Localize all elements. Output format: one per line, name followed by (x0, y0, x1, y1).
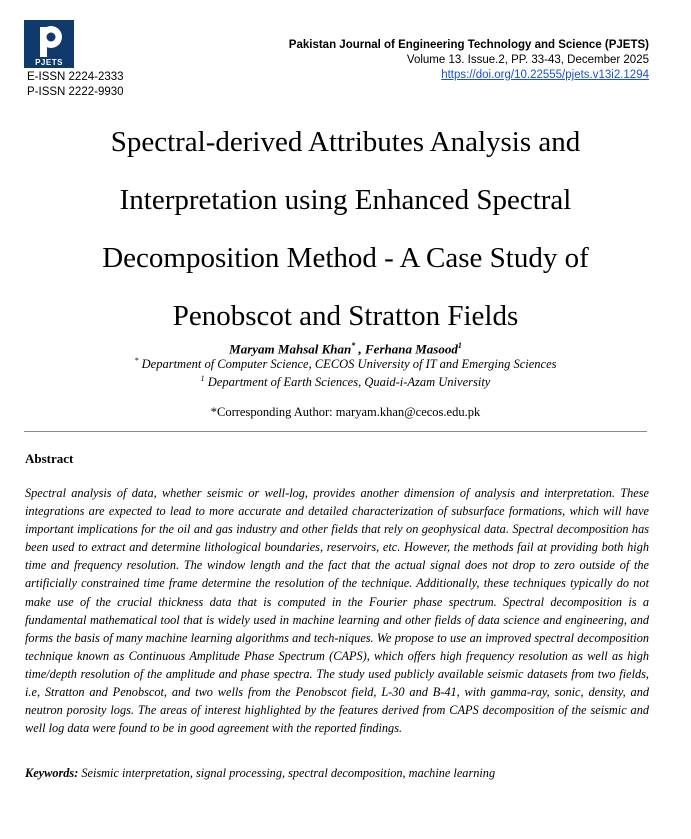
affiliation-text: Department of Computer Science, CECOS University of IT and Emerging Sciences (141, 357, 557, 372)
author-list (0, 341, 691, 357)
keywords-text: Seismic interpretation, signal processing, spectral decomposition, machine learning (78, 766, 496, 780)
journal-volume: Volume 13. Issue.2, PP. 33-43, December 2025 (406, 54, 649, 66)
affiliation (0, 356, 691, 372)
abstract-heading: Abstract (25, 451, 74, 466)
doi-link[interactable]: https://doi.org/10.22555/pjets.v13i2.1294 (441, 69, 649, 81)
journal-logo (24, 20, 74, 68)
p-issn: P-ISSN 2222-9930 (27, 86, 124, 98)
paper-title (20, 113, 671, 345)
affiliation-mark: 1 (200, 374, 205, 383)
keywords (25, 766, 495, 781)
author-mark: 1 (457, 341, 462, 350)
title-line: Penobscot and Stratton Fields (172, 300, 519, 332)
abstract-text: Spectral analysis of data, whether seismic or well-log, provides another dimension of analysis and interpretation. These integrations are expected to lead to more accurate and detailed characterization of subsurface formations, which will have important implications for the oil and gas industry and other fields that rely on geophysical data. Spectral decomposition has been used to extract and determine lithological boundaries, reservoirs, etc. However, the methods fail at providing both high time and frequency resolution. The window length and the fact that the actual signal does not drop to zero outside of the artificially constrained time frame determine the resolution of the technique. Additionally, these techniques typically do not make use of the crucial thickness data that is computed in the Fourier phase spectrum. Spectral decomposition is a fundamental mathematical tool that is widely used in machine learning and other fields of data science and engineering, and forms the basis of many machine learning algorithms and tech-niques. We propose to use an improved spectral decomposition technique known as Continuous Amplitude Phase Spectrum (CAPS), which offers high frequency resolution as well as high time/depth resolution of the amplitude and phase spectra. The study used publicly available seismic datasets from two fields, i.e, Stratton and Penobscot, and two wells from the Penobscot field, L-30 and B-41, with gamma-ray, sonic, density, and neutron porosity logs. The areas of interest highlighted by the features derived from CAPS decomposition of the seismic and well log data were found to be in good agreement with the reported findings. (25, 486, 649, 736)
keywords-label: Keywords: (25, 766, 79, 780)
journal-header (289, 38, 649, 83)
author-mark: * (351, 341, 356, 350)
journal-name: Pakistan Journal of Engineering Technology and Science (PJETS) (288, 39, 649, 51)
author-separator: , (355, 341, 365, 357)
title-line: Interpretation using Enhanced Spectral (119, 184, 572, 216)
title-line: Spectral-derived Attributes Analysis and (110, 126, 581, 158)
affiliation-mark: * (134, 356, 139, 365)
title-line: Decomposition Method - A Case Study of (102, 242, 589, 274)
e-issn: E-ISSN 2224-2333 (27, 71, 124, 83)
logo-p-icon (32, 24, 66, 58)
logo-text: PJETS (35, 58, 63, 67)
divider (24, 431, 647, 432)
corresponding-author: *Corresponding Author: maryam.khan@cecos.edu.pk (210, 405, 481, 419)
author-name: Maryam Mahsal Khan (229, 341, 352, 357)
affiliation-text: Department of Earth Sciences, Quaid-i-Azam University (207, 375, 491, 390)
affiliation (0, 374, 691, 390)
author-name: Ferhana Masood (365, 341, 458, 357)
